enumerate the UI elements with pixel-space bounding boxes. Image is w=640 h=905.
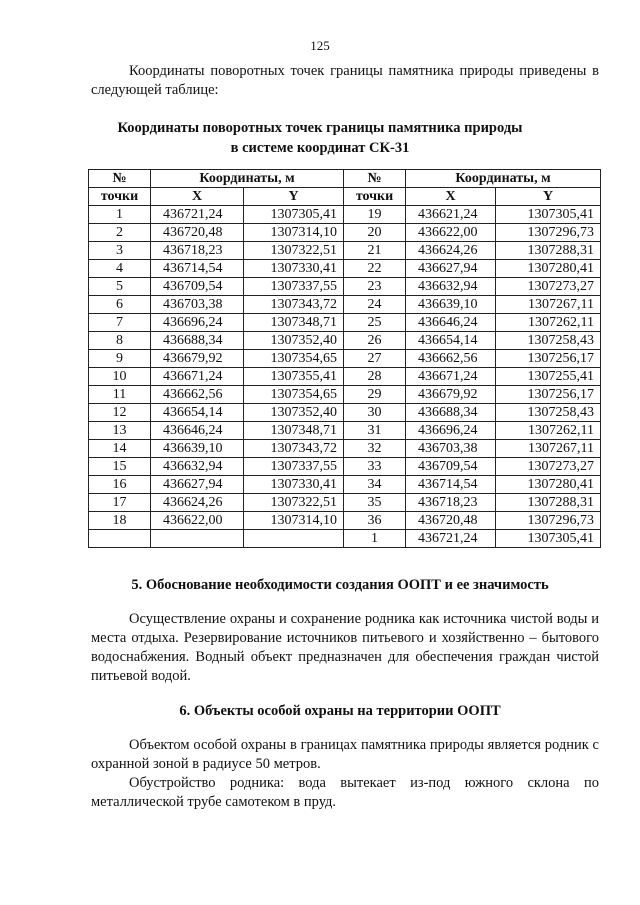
x-right: 436679,92 <box>406 386 496 404</box>
x-right: 436696,24 <box>406 422 496 440</box>
x-right: 436639,10 <box>406 296 496 314</box>
point-num-right: 27 <box>344 350 406 368</box>
y-right: 1307288,31 <box>496 494 601 512</box>
y-right: 1307262,11 <box>496 314 601 332</box>
x-right: 436671,24 <box>406 368 496 386</box>
table-title-line2: в системе координат СК-31 <box>230 140 410 156</box>
section5-paragraph <box>91 610 599 686</box>
point-num-left: 10 <box>89 368 151 386</box>
point-num-left: 12 <box>89 404 151 422</box>
y-left: 1307330,41 <box>244 260 344 278</box>
x-left: 436654,14 <box>151 404 244 422</box>
intro-paragraph <box>91 62 599 100</box>
point-num-left <box>89 530 151 548</box>
y-right: 1307267,11 <box>496 296 601 314</box>
point-num-left: 9 <box>89 350 151 368</box>
x-left: 436721,24 <box>151 206 244 224</box>
page-number: 125 <box>310 38 330 53</box>
y-right: 1307296,73 <box>496 224 601 242</box>
section5-text: Осуществление охраны и сохранение родника как источника чистой воды и места отдыха. Резервирование источников питьевого и хозяйственно – бытового водоснабжения. Водный объект предназначен для обеспечения граждан чистой питьевой водой. <box>91 611 599 684</box>
x-left: 436646,24 <box>151 422 244 440</box>
header-x-2: X <box>406 188 496 206</box>
table-row <box>89 440 601 458</box>
y-left: 1307348,71 <box>244 314 344 332</box>
point-num-left: 13 <box>89 422 151 440</box>
y-right: 1307258,43 <box>496 332 601 350</box>
table-row <box>89 386 601 404</box>
x-left: 436622,00 <box>151 512 244 530</box>
section6-text2: Обустройство родника: вода вытекает из-под южного склона по металлической трубе самотеком в пруд. <box>91 775 599 810</box>
y-left: 1307354,65 <box>244 350 344 368</box>
x-left: 436679,92 <box>151 350 244 368</box>
y-right: 1307267,11 <box>496 440 601 458</box>
section5-heading: 5. Обоснование необходимости создания ООПТ и ее значимость <box>131 577 549 593</box>
x-left: 436627,94 <box>151 476 244 494</box>
point-num-right: 36 <box>344 512 406 530</box>
table-row <box>89 368 601 386</box>
point-num-right: 20 <box>344 224 406 242</box>
y-right: 1307255,41 <box>496 368 601 386</box>
x-left: 436720,48 <box>151 224 244 242</box>
x-right: 436621,24 <box>406 206 496 224</box>
x-left: 436718,23 <box>151 242 244 260</box>
section6-paragraph-1 <box>91 736 599 774</box>
point-num-left: 2 <box>89 224 151 242</box>
point-num-right: 30 <box>344 404 406 422</box>
point-num-left: 8 <box>89 332 151 350</box>
y-right: 1307280,41 <box>496 476 601 494</box>
point-num-right: 34 <box>344 476 406 494</box>
y-left: 1307322,51 <box>244 494 344 512</box>
x-left: 436632,94 <box>151 458 244 476</box>
header-num-sub-2: точки <box>344 188 406 206</box>
point-num-right: 25 <box>344 314 406 332</box>
y-left: 1307314,10 <box>244 224 344 242</box>
y-right: 1307273,27 <box>496 278 601 296</box>
point-num-left: 15 <box>89 458 151 476</box>
table-row <box>89 422 601 440</box>
point-num-right: 33 <box>344 458 406 476</box>
y-left: 1307352,40 <box>244 332 344 350</box>
y-left: 1307314,10 <box>244 512 344 530</box>
point-num-right: 32 <box>344 440 406 458</box>
table-subheader-row <box>89 188 601 206</box>
x-right: 436720,48 <box>406 512 496 530</box>
x-left: 436696,24 <box>151 314 244 332</box>
table-row <box>89 530 601 548</box>
x-right: 436703,38 <box>406 440 496 458</box>
header-coords-2: Координаты, м <box>406 170 601 188</box>
table-row <box>89 296 601 314</box>
point-num-right: 1 <box>344 530 406 548</box>
x-right: 436646,24 <box>406 314 496 332</box>
point-num-left: 7 <box>89 314 151 332</box>
x-left: 436639,10 <box>151 440 244 458</box>
point-num-left: 16 <box>89 476 151 494</box>
point-num-right: 26 <box>344 332 406 350</box>
y-left: 1307343,72 <box>244 440 344 458</box>
x-right: 436622,00 <box>406 224 496 242</box>
y-left <box>244 530 344 548</box>
table-row <box>89 314 601 332</box>
table-row <box>89 458 601 476</box>
y-left: 1307305,41 <box>244 206 344 224</box>
point-num-right: 24 <box>344 296 406 314</box>
table-row <box>89 332 601 350</box>
point-num-left: 1 <box>89 206 151 224</box>
section6-heading: 6. Объекты особой охраны на территории ООПТ <box>179 703 501 719</box>
y-left: 1307322,51 <box>244 242 344 260</box>
table-row <box>89 278 601 296</box>
point-num-left: 4 <box>89 260 151 278</box>
x-right: 436721,24 <box>406 530 496 548</box>
point-num-left: 5 <box>89 278 151 296</box>
x-left <box>151 530 244 548</box>
point-num-left: 11 <box>89 386 151 404</box>
point-num-right: 31 <box>344 422 406 440</box>
table-row <box>89 494 601 512</box>
x-left: 436671,24 <box>151 368 244 386</box>
table-row <box>89 512 601 530</box>
table-title-line1: Координаты поворотных точек границы памятника природы <box>117 120 523 136</box>
y-left: 1307348,71 <box>244 422 344 440</box>
header-num-sub-1: точки <box>89 188 151 206</box>
point-num-right: 21 <box>344 242 406 260</box>
section6-paragraph-2 <box>91 774 599 812</box>
y-right: 1307256,17 <box>496 386 601 404</box>
intro-text: Координаты поворотных точек границы памятника природы приведены в следующей таблице: <box>91 63 599 98</box>
point-num-left: 17 <box>89 494 151 512</box>
table-row <box>89 206 601 224</box>
header-coords-1: Координаты, м <box>151 170 344 188</box>
point-num-right: 23 <box>344 278 406 296</box>
y-right: 1307256,17 <box>496 350 601 368</box>
x-right: 436654,14 <box>406 332 496 350</box>
y-left: 1307354,65 <box>244 386 344 404</box>
y-right: 1307288,31 <box>496 242 601 260</box>
x-left: 436714,54 <box>151 260 244 278</box>
point-num-left: 14 <box>89 440 151 458</box>
point-num-left: 3 <box>89 242 151 260</box>
header-x-1: X <box>151 188 244 206</box>
point-num-left: 6 <box>89 296 151 314</box>
table-title <box>0 118 640 158</box>
x-right: 436632,94 <box>406 278 496 296</box>
y-left: 1307337,55 <box>244 458 344 476</box>
y-right: 1307258,43 <box>496 404 601 422</box>
section6-text1: Объектом особой охраны в границах памятника природы является родник с охранной зоной в радиусе 50 метров. <box>91 737 599 772</box>
x-right: 436718,23 <box>406 494 496 512</box>
x-right: 436662,56 <box>406 350 496 368</box>
header-y-2: Y <box>496 188 601 206</box>
point-num-right: 28 <box>344 368 406 386</box>
table-body <box>89 206 601 548</box>
x-right: 436624,26 <box>406 242 496 260</box>
point-num-left: 18 <box>89 512 151 530</box>
table-row <box>89 224 601 242</box>
point-num-right: 19 <box>344 206 406 224</box>
y-left: 1307352,40 <box>244 404 344 422</box>
table-row <box>89 242 601 260</box>
x-right: 436627,94 <box>406 260 496 278</box>
point-num-right: 35 <box>344 494 406 512</box>
y-left: 1307337,55 <box>244 278 344 296</box>
x-right: 436688,34 <box>406 404 496 422</box>
header-y-1: Y <box>244 188 344 206</box>
x-left: 436703,38 <box>151 296 244 314</box>
y-right: 1307305,41 <box>496 206 601 224</box>
x-right: 436714,54 <box>406 476 496 494</box>
table-row <box>89 350 601 368</box>
y-left: 1307343,72 <box>244 296 344 314</box>
table-row <box>89 404 601 422</box>
x-left: 436688,34 <box>151 332 244 350</box>
coordinates-table <box>88 169 601 548</box>
y-left: 1307355,41 <box>244 368 344 386</box>
y-right: 1307296,73 <box>496 512 601 530</box>
y-right: 1307280,41 <box>496 260 601 278</box>
y-right: 1307273,27 <box>496 458 601 476</box>
y-right: 1307305,41 <box>496 530 601 548</box>
y-right: 1307262,11 <box>496 422 601 440</box>
x-left: 436709,54 <box>151 278 244 296</box>
header-num-2: № <box>344 170 406 188</box>
header-num-1: № <box>89 170 151 188</box>
x-left: 436624,26 <box>151 494 244 512</box>
x-left: 436662,56 <box>151 386 244 404</box>
table-row <box>89 260 601 278</box>
table-header-row <box>89 170 601 188</box>
x-right: 436709,54 <box>406 458 496 476</box>
point-num-right: 22 <box>344 260 406 278</box>
table-row <box>89 476 601 494</box>
point-num-right: 29 <box>344 386 406 404</box>
y-left: 1307330,41 <box>244 476 344 494</box>
